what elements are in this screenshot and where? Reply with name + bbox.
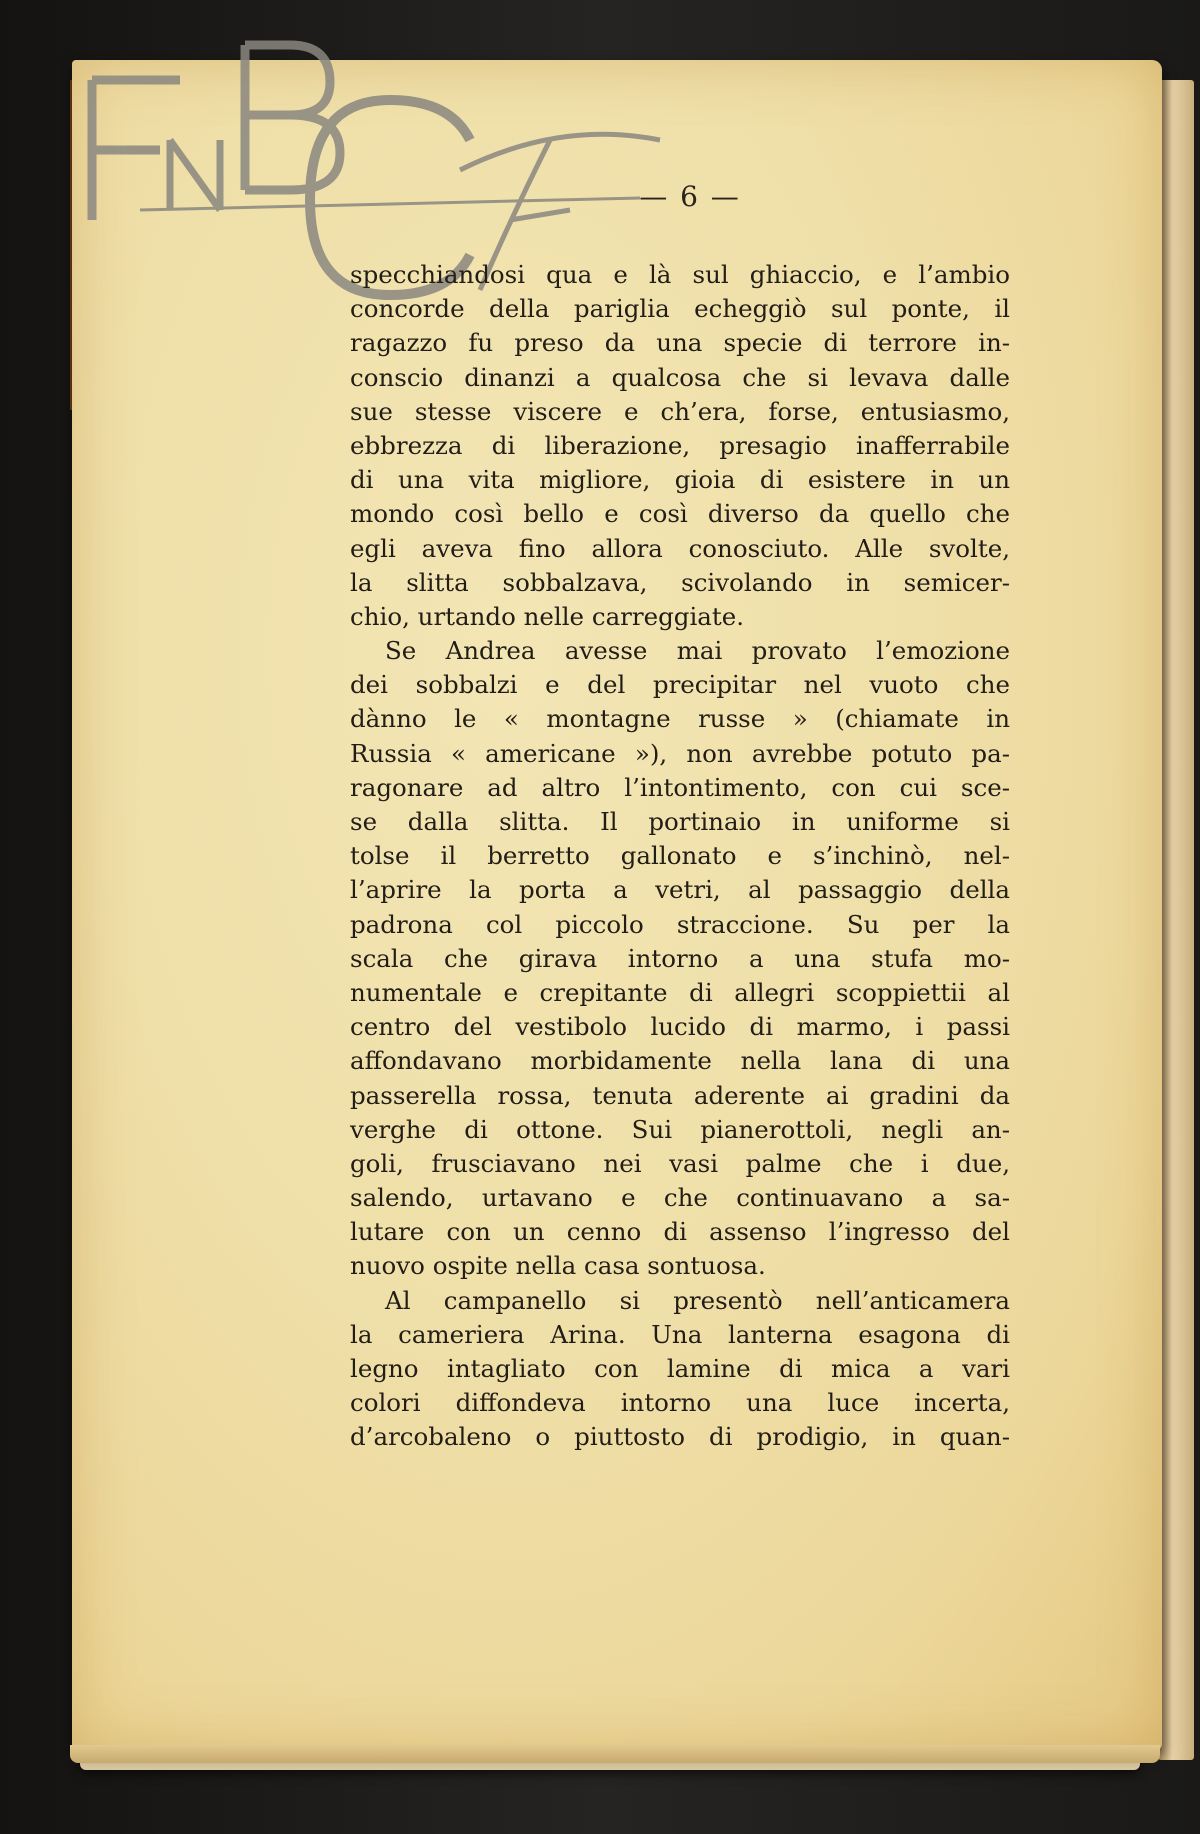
- text-line: d’arcobaleno o piuttosto di prodigio, in quan-: [350, 1422, 1010, 1452]
- page-bottom-edge: [70, 1745, 1160, 1763]
- adjacent-page-edge: [1158, 80, 1194, 1760]
- text-line: goli, frusciavano nei vasi palme che i due,: [350, 1148, 1010, 1178]
- body-text: [350, 258, 1010, 1455]
- text-line: la cameriera Arina. Una lanterna esagona di: [350, 1319, 1010, 1349]
- text-line: sue stesse viscere e ch’era, forse, entusiasmo,: [350, 396, 1010, 426]
- text-line: tolse il berretto gallonato e s’inchinò, nel-: [350, 841, 1010, 871]
- text-line: chio, urtando nelle carreggiate.: [350, 601, 745, 631]
- text-line: l’aprire la porta a vetri, al passaggio della: [350, 875, 1010, 905]
- text-line: numentale e crepitante di allegri scoppiettii al: [350, 977, 1010, 1007]
- text-line: ebbrezza di liberazione, presagio inafferrabile: [350, 430, 1010, 460]
- text-line: lutare con un cenno di assenso l’ingresso del: [350, 1217, 1010, 1247]
- text-line: di una vita migliore, gioia di esistere in un: [350, 465, 1010, 495]
- text-line: specchiandosi qua e là sul ghiaccio, e l’ambio: [350, 260, 1010, 289]
- text-line: dei sobbalzi e del precipitar nel vuoto che: [350, 670, 1010, 700]
- text-line: Se Andrea avesse mai provato l’emozione: [385, 636, 1010, 666]
- page-number: — 6 —: [639, 180, 741, 213]
- text-line: padrona col piccolo straccione. Su per la: [350, 909, 1010, 939]
- text-line: ragonare ad altro l’intontimento, con cui sce-: [350, 772, 1010, 802]
- text-line: Russia « americane »), non avrebbe potuto pa-: [350, 738, 1010, 768]
- text-line: centro del vestibolo lucido di marmo, i passi: [350, 1012, 1010, 1042]
- text-line: scala che girava intorno a una stufa mo-: [350, 943, 1010, 973]
- text-line: colori diffondeva intorno una luce incerta,: [350, 1388, 1010, 1418]
- text-line: Al campanello si presentò nell’anticamera: [385, 1285, 1010, 1315]
- text-line: ragazzo fu preso da una specie di terrore in-: [350, 328, 1010, 358]
- text-line: salendo, urtavano e che continuavano a sa-: [350, 1183, 1010, 1213]
- text-line: verghe di ottone. Sui pianerottoli, negli an-: [350, 1114, 1010, 1144]
- text-line: nuovo ospite nella casa sontuosa.: [350, 1251, 766, 1281]
- text-line: dànno le « montagne russe » (chiamate in: [350, 704, 1010, 734]
- text-line: se dalla slitta. Il portinaio in uniforme si: [350, 807, 1010, 836]
- text-line: affondavano morbidamente nella lana di una: [350, 1046, 1010, 1076]
- text-line: la slitta sobbalzava, scivolando in semicer-: [350, 567, 1010, 597]
- text-line: passerella rossa, tenuta aderente ai gradini da: [350, 1080, 1010, 1110]
- text-line: mondo così bello e così diverso da quello che: [350, 499, 1010, 529]
- text-line: legno intagliato con lamine di mica a vari: [350, 1354, 1010, 1383]
- text-line: concorde della pariglia echeggiò sul ponte, il: [350, 294, 1010, 324]
- text-line: egli aveva fino allora conosciuto. Alle svolte,: [350, 533, 1010, 563]
- text-line: conscio dinanzi a qualcosa che si levava dalle: [350, 362, 1010, 392]
